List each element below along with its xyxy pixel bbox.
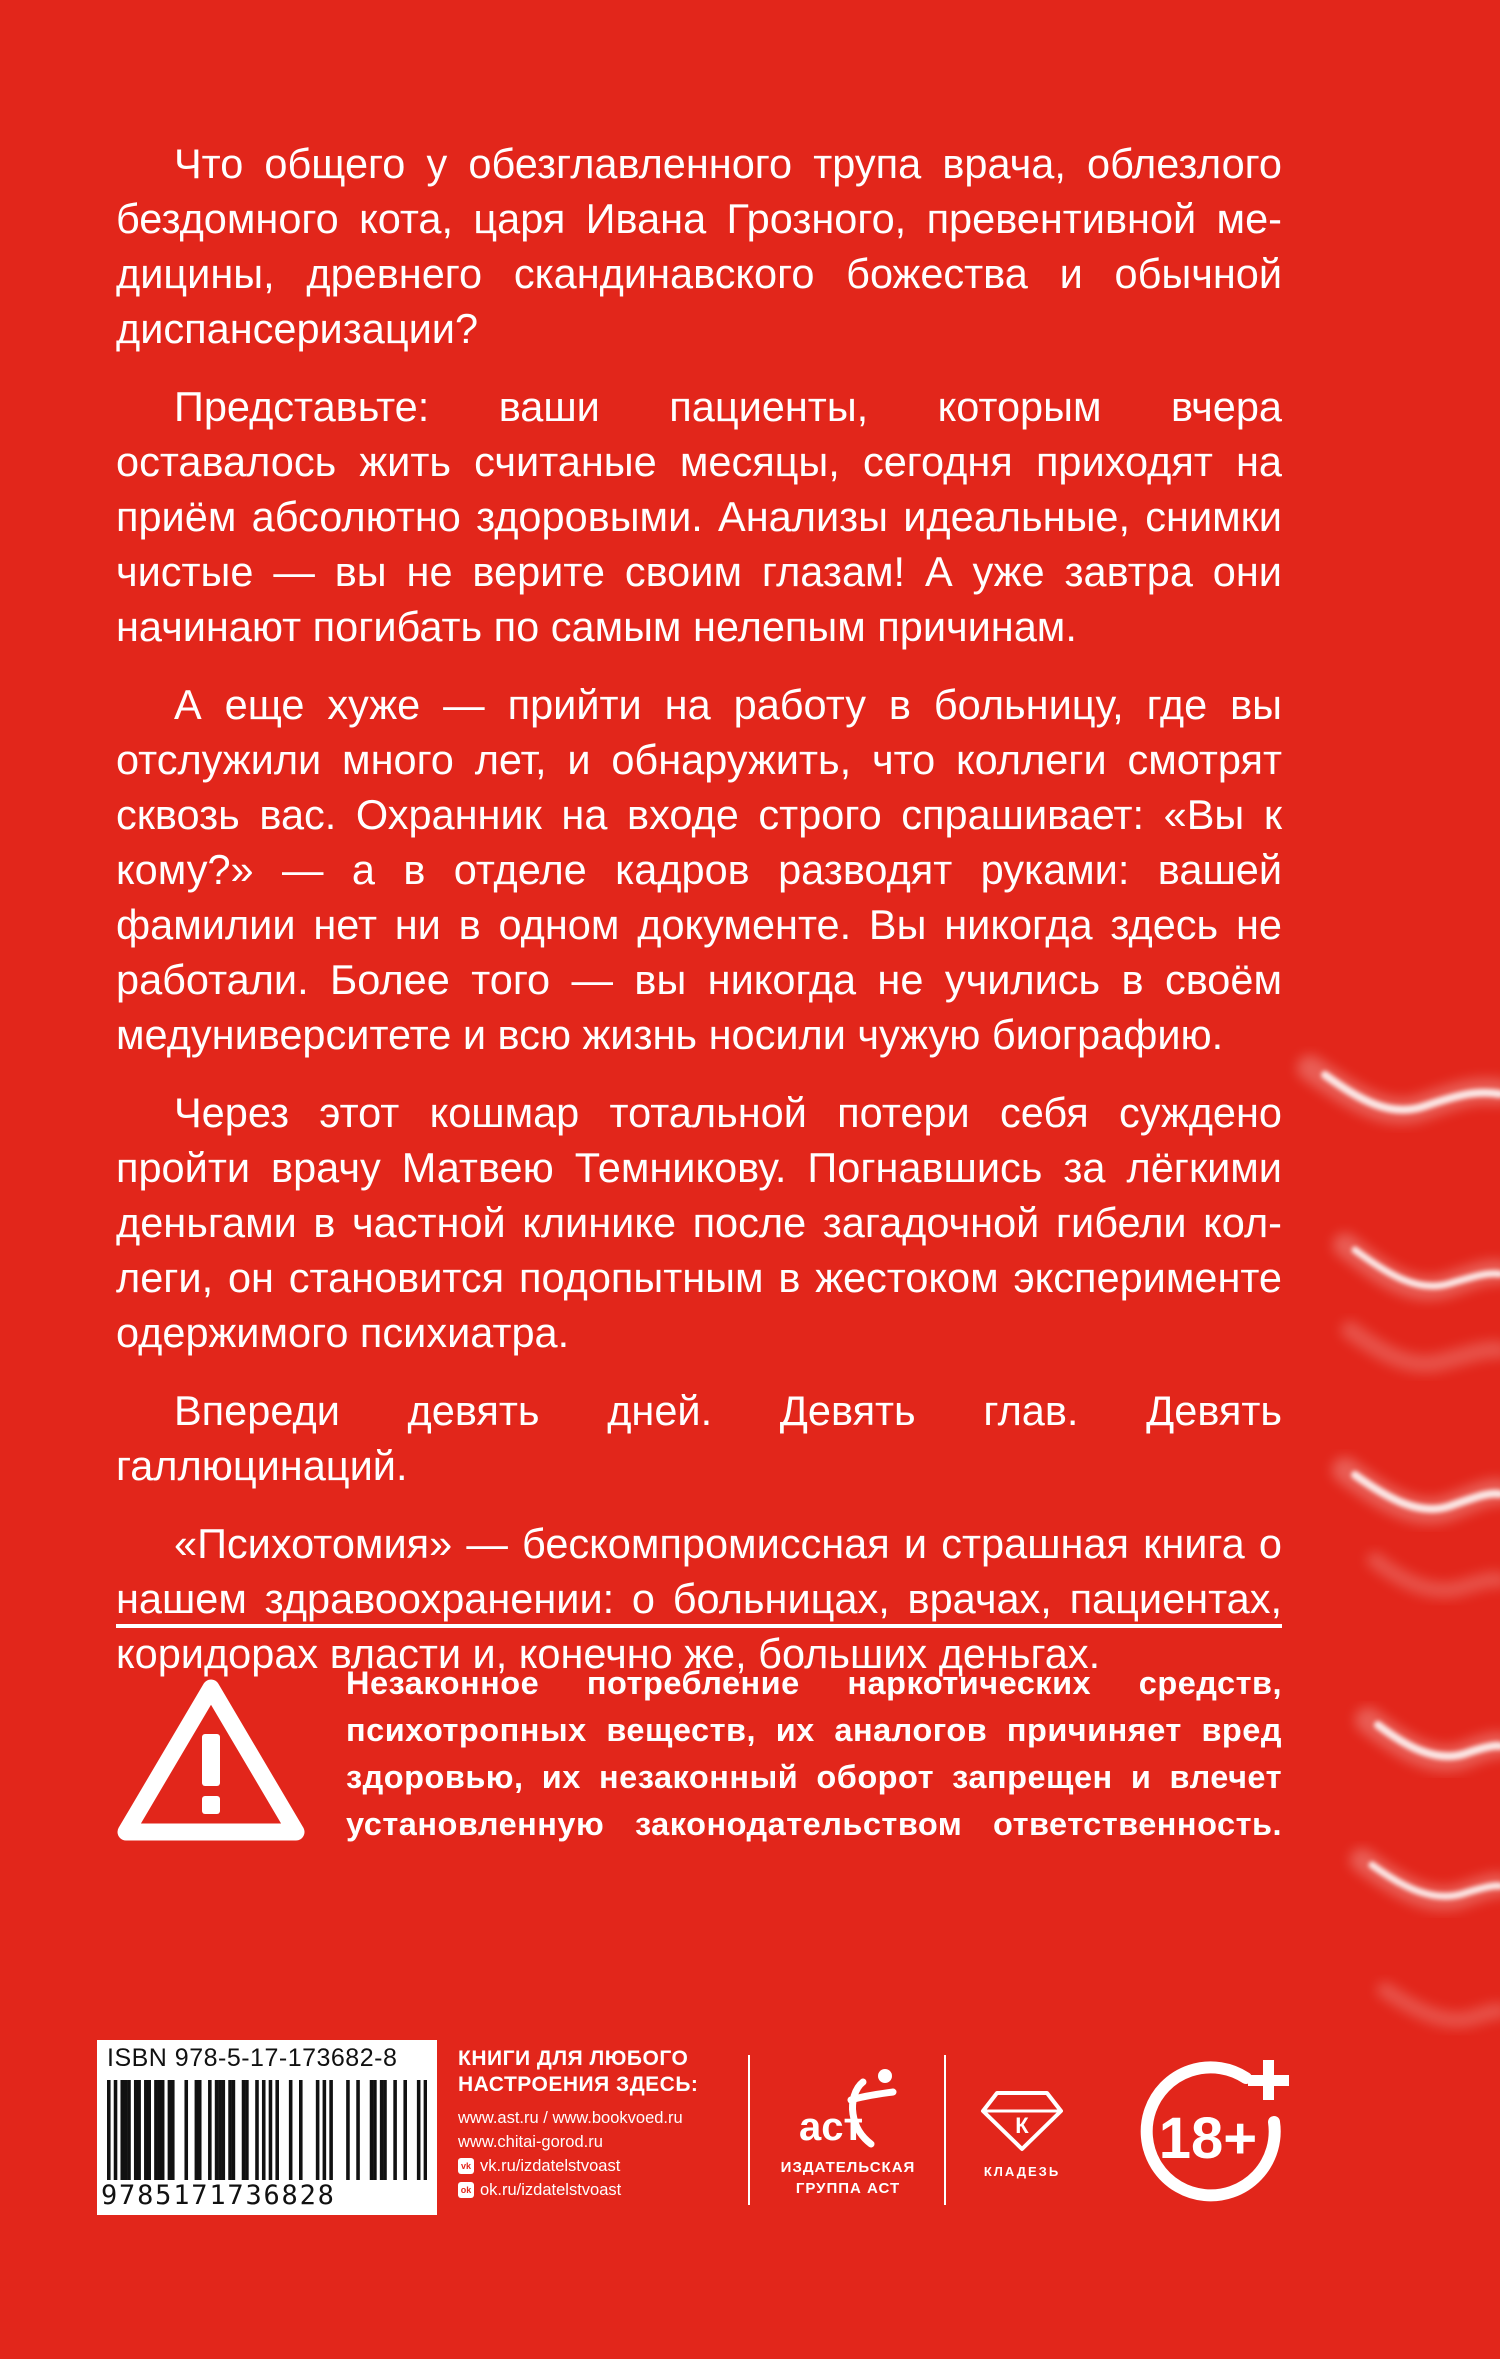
barcode-bar [222,2080,226,2180]
barcode-bar [329,2080,333,2180]
ok-link[interactable] [458,2178,698,2202]
barcode [97,2040,437,2215]
barcode-bar [127,2080,131,2180]
barcode-bar [370,2080,374,2180]
divider [116,1624,1282,1628]
barcode-bar [198,2080,202,2180]
barcode-bar [262,2080,266,2180]
blurb-paragraph: Впереди девять дней. Девять глав. Девять галлюцинаций. [116,1387,1282,1489]
barcode-bar [215,2080,219,2180]
diamond-icon [977,2085,1067,2155]
divider-vertical [944,2055,946,2205]
imprint-kladez-logo [962,2085,1082,2179]
bookshops-heading-line: НАСТРОЕНИЯ ЗДЕСЬ: [458,2073,699,2096]
barcode-bar [373,2080,377,2180]
barcode-bar [269,2080,273,2180]
blurb-paragraph: Через этот кошмар тотальной потери себя суждено пройти врачу Матвею Темникову. Погнавшись за лёгкими деньгами в частной клинике после загадочной гибели коллеги, он становится подопытным в жестоком эксперименте одержимого психиатра. [116,1089,1282,1356]
barcode-bar [120,2080,124,2180]
barcode-bar [424,2080,427,2180]
blurb-paragraph: Представьте: ваши пациенты, которым вчера оставалось жить считаные месяцы, сегодня приходят на приём абсолютно здоровыми. Анализы идеальные, снимки чистые — вы не верите своим глазам! А уже завтра они начинают погибать по самым нелепым причинам. [116,383,1282,650]
barcode-bar [218,2080,222,2180]
bookshops-heading [458,2046,698,2098]
warning-triangle-icon [116,1674,306,1844]
publisher-ast-logo [764,2062,932,2199]
ok-icon: ok [458,2182,474,2198]
barcode-bar [144,2080,148,2180]
barcode-bar [184,2080,188,2180]
barcode-bar [208,2080,212,2180]
barcode-bar [316,2080,320,2180]
barcode-bar [393,2080,397,2180]
blurb-paragraph: Что общего у обезглавленного трупа врача, облезлого бездомного кота, царя Ивана Грозного, превентивной медицины, древнего скандинавского божества и обычной диспансеризации? [116,140,1282,352]
barcode-bar [275,2080,279,2180]
shop-link-ast-bookvoed[interactable]: www.ast.ru / www.bookvoed.ru [458,2109,683,2127]
imprint-name: КЛАДЕЗЬ [983,2164,1061,2179]
barcode-bar [171,2080,175,2180]
barcode-bars [107,2080,427,2180]
publisher-caption [764,2157,932,2199]
barcode-bar [242,2080,246,2180]
divider-vertical [748,2055,750,2205]
barcode-bar [356,2080,360,2180]
barcode-bar [417,2080,421,2180]
barcode-bar [195,2080,199,2180]
barcode-bar [137,2080,141,2180]
ean-digits: 9785171736828 [101,2180,336,2211]
barcode-bar [299,2080,303,2180]
barcode-bar [168,2080,172,2180]
barcode-bar [289,2080,293,2180]
legal-warning-text: Незаконное потребление наркотических средств, психотропных веществ, их аналогов причиняет вред здоровью, их незаконный оборот запрещен и влечет установленную законодательством ответственность. [346,1665,1282,1842]
barcode-bar [245,2080,249,2180]
barcode-bar [323,2080,327,2180]
vk-link[interactable] [458,2154,698,2178]
barcode-bar [124,2080,128,2180]
barcode-bar [228,2080,232,2180]
blurb [116,136,1282,1704]
barcode-bar [158,2080,162,2180]
age-rating-text: 18+ [1158,2106,1258,2171]
age-rating-badge [1128,2050,1298,2220]
imprint-logo-letter: К [1015,2113,1029,2138]
publisher-caption-line: ГРУППА АСТ [795,2180,901,2197]
barcode-bar [161,2080,165,2180]
barcode-bar [255,2080,259,2180]
blurb-paragraph: А еще хуже — прийти на работу в больницу, где вы отслужили много лет, и обнаружить, что коллеги смотрят сквозь вас. Охранник на входе строго спрашивает: «Вы к кому?» — а в отделе кадров разводят руками: вашей фамилии нет ни в одном документе. Вы никогда здесь не работали. Более того — вы никогда не учились в своём медуниверситете и всю жизнь носили чужую биографию. [116,681,1282,1058]
isbn-label: ISBN 978-5-17-173682-8 [107,2044,398,2072]
barcode-bar [154,2080,158,2180]
barcode-bar [114,2080,118,2180]
ast-logo-text: аст [799,2105,864,2149]
bookshops-info [458,2046,698,2202]
barcode-bar [403,2080,407,2180]
vk-link-label: vk.ru/izdatelstvoast [480,2157,621,2175]
vk-icon: vk [458,2158,474,2174]
barcode-bar [134,2080,138,2180]
ok-link-label: ok.ru/izdatelstvoast [480,2181,622,2199]
barcode-bar [232,2080,236,2180]
barcode-bar [383,2080,387,2180]
barcode-bar [147,2080,151,2180]
publisher-caption-line: ИЗДАТЕЛЬСКАЯ [780,2159,916,2176]
shop-link-chitai-gorod[interactable]: www.chitai-gorod.ru [458,2133,603,2151]
barcode-bar [380,2080,384,2180]
barcode-bar [346,2080,350,2180]
ast-logo-icon [793,2062,903,2152]
blurb-paragraph: «Психотомия» — бескомпромиссная и страшная книга о нашем здравоохранении: о больницах, врачах, пациентах, коридорах власти и, конечно же, больших деньгах. [116,1520,1282,1677]
barcode-bar [107,2080,111,2180]
bookshops-heading-line: КНИГИ ДЛЯ ЛЮБОГО [458,2047,689,2070]
